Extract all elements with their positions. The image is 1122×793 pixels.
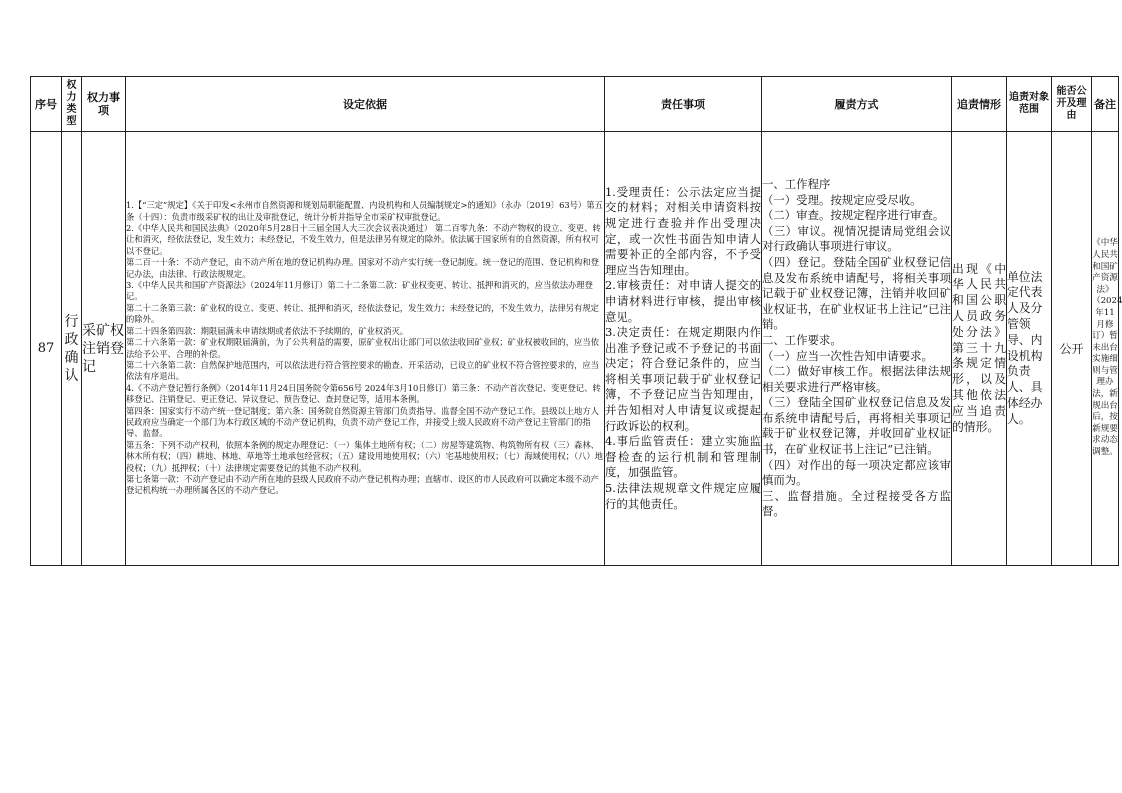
basis-para: 第二十二条第三款：矿业权的设立、变更、转让、抵押和消灭，经依法登记，发生效力；未经登记的，不发生效力，法律另有规定的除外。 <box>126 302 599 325</box>
row-method <box>762 132 952 566</box>
header-power-item: 权力事项 <box>82 77 126 132</box>
header-responsibility: 责任事项 <box>605 77 762 132</box>
header-seq: 序号 <box>31 77 62 132</box>
method-para: （三）审议。视情况提请局党组会议对行政确认事项进行审议。 <box>762 223 951 254</box>
header-power-type: 权力类型 <box>62 77 82 132</box>
header-remarks: 备注 <box>1092 77 1119 132</box>
header-basis: 设定依据 <box>126 77 605 132</box>
method-para: 三、监督措施。全过程接受各方监督。 <box>762 488 951 519</box>
row-scope: 单位法定代表人及分管领导、内设机构负责人、具体经办人。 <box>1007 132 1052 566</box>
table-header <box>31 77 1119 132</box>
method-para: （一）受理。按规定应受尽收。 <box>762 192 922 207</box>
responsibility-para: 5.法律法规规章文件规定应履行的其他责任。 <box>605 481 761 511</box>
row-responsibility <box>605 132 762 566</box>
header-row <box>31 77 1119 132</box>
basis-para: 3.《中华人民共和国矿产资源法》（2024年11月修订）第二十二条第二款：矿业权变更、转让、抵押和消灭的，应当依法办理登记。 <box>126 280 593 302</box>
table-row <box>31 132 1119 566</box>
row-power-type: 行政确认 <box>62 132 82 566</box>
method-para: （二）审查。按规定程序进行审查。 <box>762 208 945 223</box>
row-disclosure: 公开 <box>1052 132 1092 566</box>
basis-para: 第四条：国家实行不动产统一登记制度；第六条：国务院自然资源主管部门负责指导、监督全国不动产登记工作。县级以上地方人民政府应当确定一个部门为本行政区域的不动产登记机构，负责不动产登记工作，并接受上级人民政府不动产登记主管部门的指导、监督。 <box>126 405 599 439</box>
basis-para: 第二十六条第二款：自然保护地范围内，可以依法进行符合管控要求的勘查、开采活动，已设立的矿业权不符合管控要求的，应当依法有序退出。 <box>126 359 599 382</box>
basis-para: 第二百一十条：不动产登记，由不动产所在地的登记机构办理。国家对不动产实行统一登记制度。统一登记的范围、登记机构和登记办法，由法律、行政法规规定。 <box>126 257 599 279</box>
header-disclosure: 能否公开及理由 <box>1052 77 1092 132</box>
method-para: （二）做好审核工作。根据法律法规相关要求进行严格审核。 <box>762 364 951 394</box>
method-para: （四）登记。登陆全国矿业权登记信息及发布系统申请配号，将相关事项记载于矿业权登记簿，注销并收回矿业权证书，在矿业权证书上注记“已注销。 <box>762 254 951 332</box>
method-para: 一、工作程序 <box>762 176 831 191</box>
row-remarks: 《中华人民共和国矿产资源法》（2024年11月修订）暂未出台实施细则与管理办法，新规出台后，按新规要求动态调整。 <box>1092 132 1119 566</box>
basis-para: 第七条第一款：不动产登记由不动产所在地的县级人民政府不动产登记机构办理；直辖市、设区的市人民政府可以确定本级不动产登记机构统一办理所属各区的不动产登记。 <box>126 473 599 496</box>
basis-para: 第五条：下列不动产权利，依照本条例的规定办理登记：（一）集体土地所有权；（二）房屋等建筑物、构筑物所有权（三）森林、林木所有权；（四）耕地、林地、草地等土地承包经营权；（五）建设用地使用权；（六）宅基地使用权；（七）海域使用权；（八）地役权；（九）抵押权；（十）法律规定需要登记的其他不动产权利。 <box>126 439 604 473</box>
method-para: （三）登陆全国矿业权登记信息及发布系统申请配号后，再将相关事项记载于矿业权登记簿，并收回矿业权证书，在矿业权证书上注记“已注销。 <box>762 395 951 457</box>
method-para: （一）应当一次性告知申请要求。 <box>762 348 933 363</box>
row-basis <box>126 132 605 566</box>
responsibility-para: 4.事后监管责任：建立实施监督检查的运行机制和管理制度，加强监管。 <box>605 434 761 480</box>
basis-para: 2.《中华人民共和国民法典》（2020年5月28日十三届全国人大三次会议表决通过） 第二百零九条：不动产物权的设立、变更、转让和消灭，经依法登记，发生效力；未经登记，不发生效力，但是法律另有规定的除外。依法属于国家所有的自然资源，所有权可以不登记。 <box>126 223 601 256</box>
basis-para: 1.【“三定”规定】《关于印发<永州市自然资源和规划局职能配置、内设机构和人员编制规定>的通知》（永办〔2019〕63号）第五条（十四）：负责市级采矿权的出让及审批登记，统计分析并指导全市采矿权审批登记。 <box>126 200 603 222</box>
basis-para: 第二十四条第四款：期限届满未申请续期或者依法不予续期的，矿业权消灭。 <box>126 325 409 336</box>
row-power-item: 采矿权注销登记 <box>82 132 126 566</box>
basis-para: 4.《不动产登记暂行条例》（2014年11月24日国务院令第656号 2024年3月10日修订）第三条：不动产首次登记、变更登记、转移登记、注销登记、更正登记、异议登记、预告登记、查封登记等，适用本条例。 <box>126 382 601 405</box>
row-seq: 87 <box>31 132 62 566</box>
responsibility-para: 1.受理责任：公示法定应当提交的材料；对相关申请资料按规定进行查验并作出受理决定，或一次性书面告知申请人需要补正的全部内容，不予受理应当告知理由。 <box>605 184 761 277</box>
row-accountability: 出现《中华人民共和国公职人员政务处分法》第三十九条规定情形，以及其他依法应当追责的情形。 <box>952 132 1007 566</box>
header-method: 履责方式 <box>762 77 952 132</box>
method-para: （四）对作出的每一项决定都应该审慎而为。 <box>762 457 951 488</box>
method-para: 二、工作要求。 <box>762 332 842 347</box>
basis-para: 第二十六条第一款：矿业权期限届满前，为了公共利益的需要，原矿业权出让部门可以依法收回矿业权；矿业权被收回的，应当依法给予公平、合理的补偿。 <box>126 337 599 359</box>
power-list-table <box>30 76 1122 566</box>
responsibility-para: 2.审核责任：对申请人提交的申请材料进行审核，提出审核意见。 <box>605 278 761 324</box>
responsibility-para: 3.决定责任：在规定期限内作出准予登记或不予登记的书面决定；符合登记条件的，应当将相关事项记载于矿业权登记簿，不予登记应当告知理由，并告知相对人申请复议或提起行政诉讼的权利。 <box>605 325 761 433</box>
header-accountability: 追责情形 <box>952 77 1007 132</box>
header-scope: 追责对象范围 <box>1007 77 1052 132</box>
